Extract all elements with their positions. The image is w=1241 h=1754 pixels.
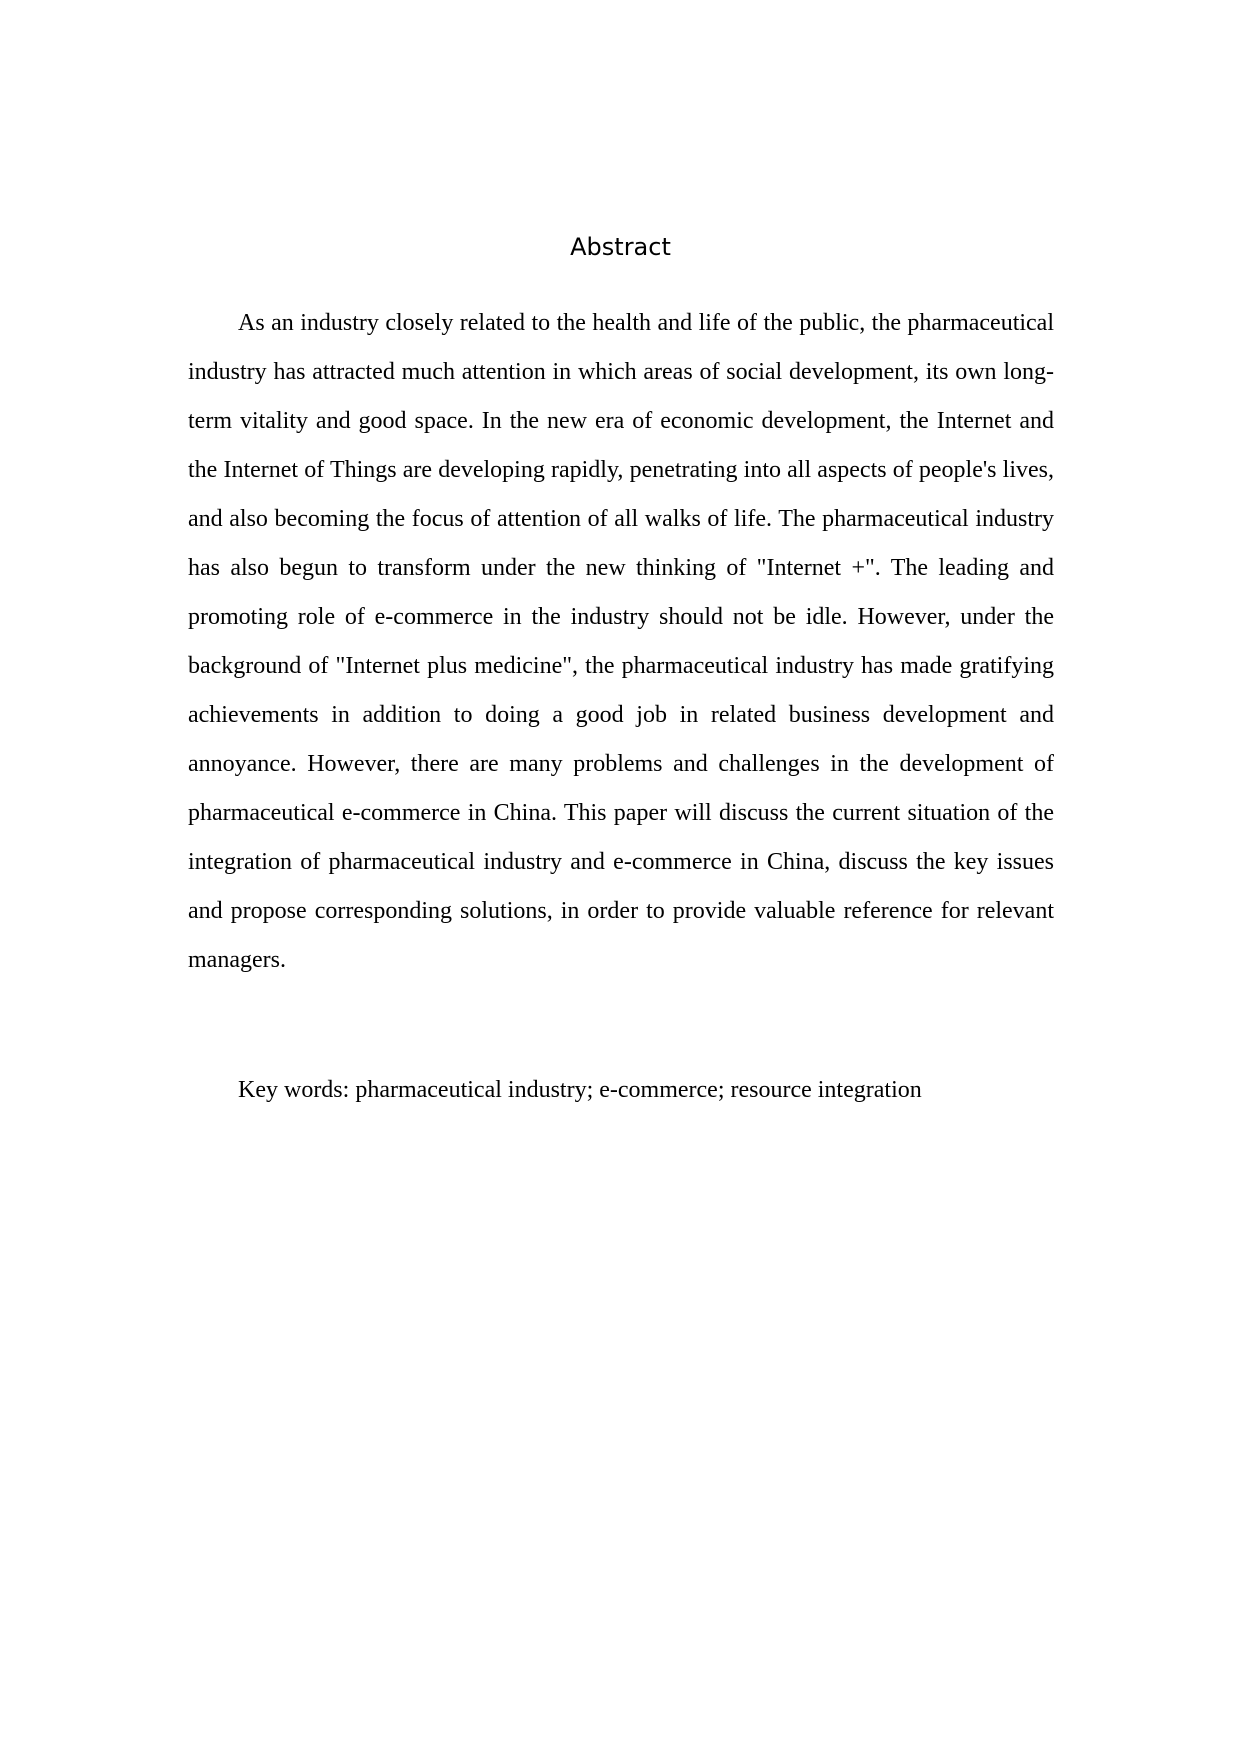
keywords-line: Key words: pharmaceutical industry; e-commerce; resource integration (238, 1077, 922, 1103)
abstract-paragraph: As an industry closely related to the health and life of the public, the pharmaceutical industry has attracted much attention in which areas of social development, its own long-term vitality and good space. In the new era of economic development, the Internet and the Internet of Things are developing rapidly, penetrating into all aspects of people's lives, and also becoming the focus of attention of all walks of life. The pharmaceutical industry has also begun to transform under the new thinking of "Internet +". The leading and promoting role of e-commerce in the industry should not be idle. However, under the background of "Internet plus medicine", the pharmaceutical industry has made gratifying achievements in addition to doing a good job in related business development and annoyance. However, there are many problems and challenges in the development of pharmaceutical e-commerce in China. This paper will discuss the current situation of the integration of pharmaceutical industry and e-commerce in China, discuss the key issues and propose corresponding solutions, in order to provide valuable reference for relevant managers. (188, 310, 1054, 973)
abstract-title: Abstract (570, 233, 671, 261)
